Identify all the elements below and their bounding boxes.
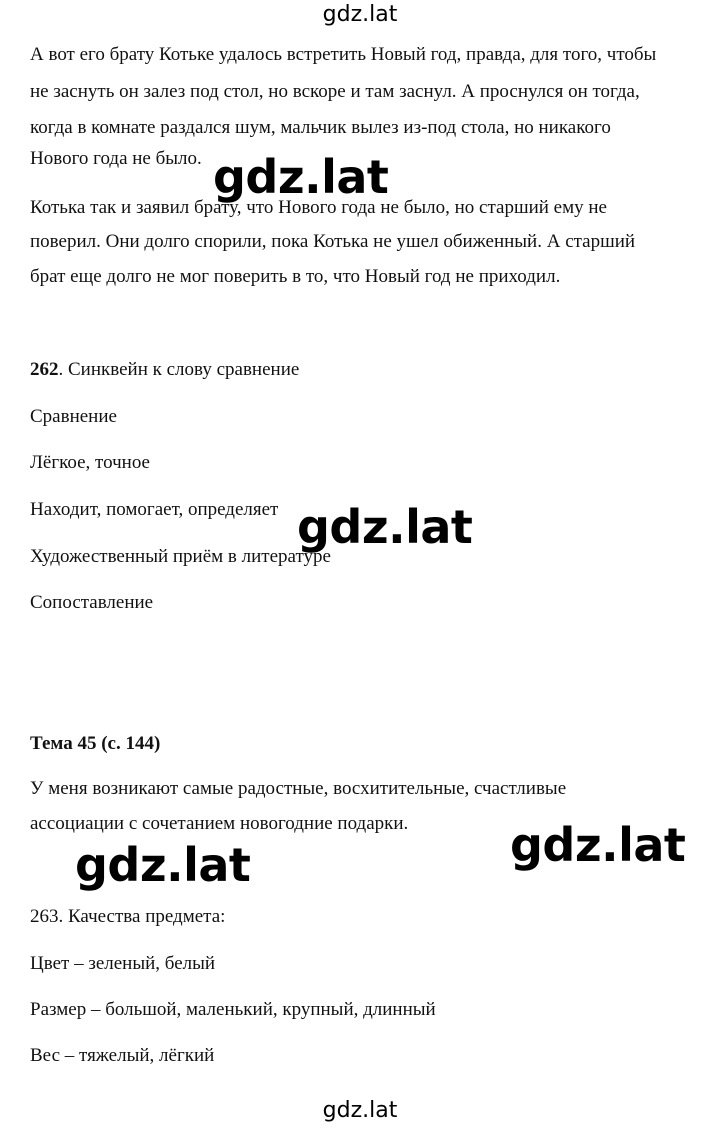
story-line: брат еще долго не мог поверить в то, что Новый год не приходил. [30,266,561,287]
quality-line: Вес – тяжелый, лёгкий [30,1045,215,1066]
cinquain-line: Художественный приём в литературе [30,546,331,567]
watermark-overlay: gdz.lat [510,818,686,872]
story-line: не заснуть он залез под стол, но вскоре и там заснул. А проснулся он тогда, [30,81,640,102]
topic-heading: Тема 45 (с. 144) [30,733,161,754]
cinquain-line: Сравнение [30,406,117,427]
exercise-number: 262 [30,359,59,380]
watermark-top: gdz.lat [322,2,398,27]
watermark-overlay: gdz.lat [297,500,473,554]
story-line: поверил. Они долго спорили, пока Котька не ушел обиженный. А старший [30,231,636,252]
exercise-263-heading: 263. Качества предмета: [30,906,226,927]
watermark-overlay: gdz.lat [75,838,251,892]
exercise-262-heading [30,358,299,382]
topic-line: ассоциации с сочетанием новогодние подарки. [30,813,409,834]
story-line: Котька так и заявил брату, что Нового года не было, но старший ему не [30,197,607,218]
quality-line: Размер – большой, маленький, крупный, длинный [30,999,436,1020]
watermark-overlay: gdz.lat [213,150,389,204]
watermark-bottom: gdz.lat [322,1098,398,1123]
exercise-title: . Синквейн к слову сравнение [58,359,300,380]
cinquain-line: Сопоставление [30,592,154,613]
story-line: когда в комнате раздался шум, мальчик вылез из-под стола, но никакого [30,117,611,138]
story-line: А вот его брату Котьке удалось встретить Новый год, правда, для того, чтобы [30,44,657,65]
cinquain-line: Находит, помогает, определяет [30,499,279,520]
story-line: Нового года не было. [30,148,202,169]
cinquain-line: Лёгкое, точное [30,452,150,473]
topic-line: У меня возникают самые радостные, восхитительные, счастливые [30,778,567,799]
quality-line: Цвет – зеленый, белый [30,953,216,974]
